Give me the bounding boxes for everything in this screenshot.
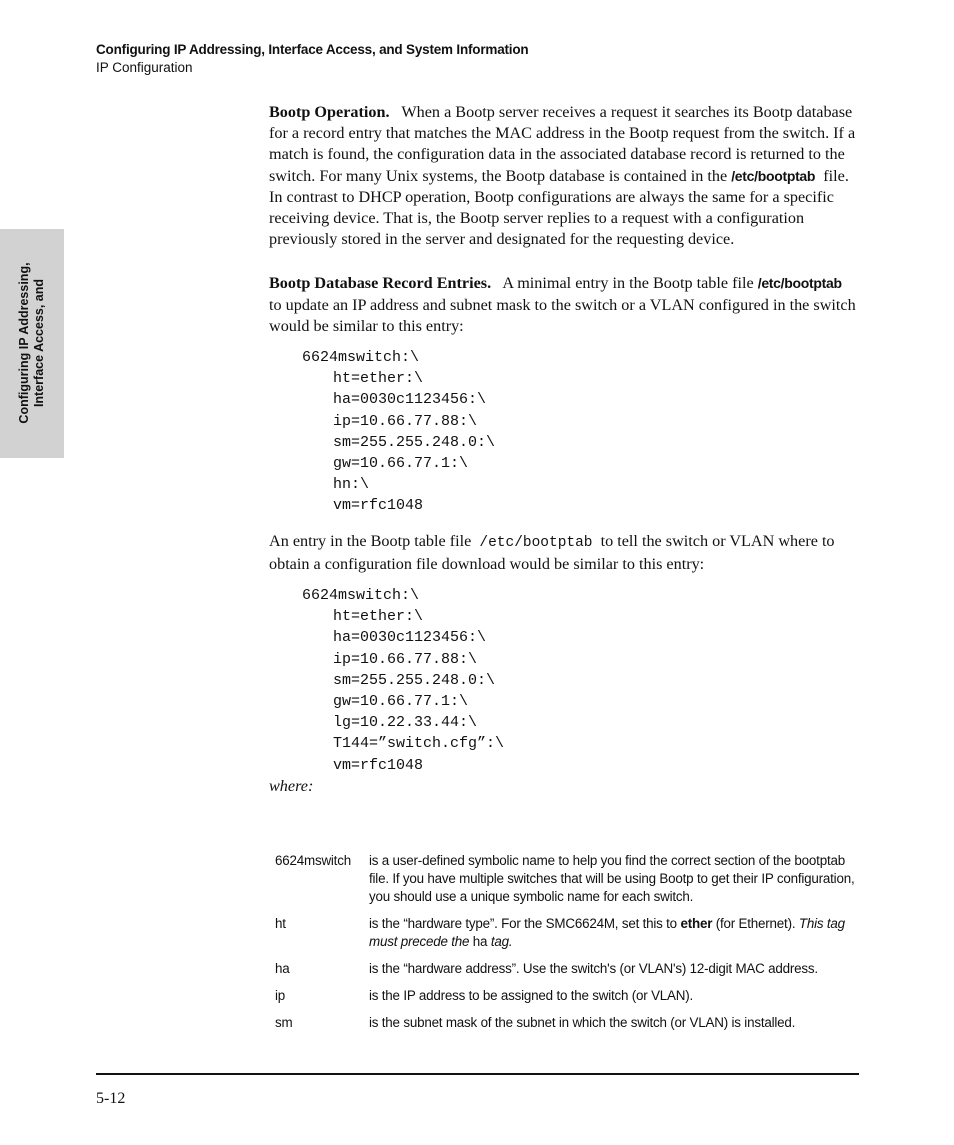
definition-desc: is the subnet mask of the subnet in which the switch (or VLAN) is installed. — [369, 1015, 796, 1030]
page-number: 5-12 — [96, 1090, 126, 1107]
chapter-title: Configuring IP Addressing, Interface Access, and System Information — [96, 42, 529, 57]
definition-desc: is the “hardware address”. Use the switch's (or VLAN's) 12-digit MAC address. — [369, 961, 818, 976]
code-line: gw=10.66.77.1:\ — [333, 693, 469, 711]
definition-term: 6624mswitch — [275, 853, 351, 868]
definition-term: ha — [275, 961, 290, 976]
paragraph-text: When a Bootp server receives a request it searches its Bootp database for a record entry that matches the MAC address in the Bootp request from the switch. If a match is found, the configuration data in the associated database record is returned to the switch. For many Unix systems, the Bootp database is contained in the — [269, 103, 856, 185]
bootp-record-entries-heading: Bootp Database Record Entries. — [269, 274, 492, 293]
side-tab-line-1: Configuring IP Addressing, — [17, 262, 31, 424]
desc-italic: tag. — [490, 934, 513, 949]
bootptab-path: /etc/bootptab — [731, 167, 816, 184]
code-line: gw=10.66.77.1:\ — [333, 455, 469, 473]
paragraph-text: to tell the switch or VLAN where to obtain a configuration file download would be similar to this entry: — [269, 531, 835, 573]
definition-row — [275, 987, 860, 1005]
bootptab-path-mono: /etc/bootptab — [479, 534, 593, 551]
code-example-1 — [269, 347, 861, 517]
paragraph-text: A minimal entry in the Bootp table file — [502, 274, 754, 293]
code-line: 6624mswitch:\ — [302, 587, 420, 605]
definition-table — [275, 852, 860, 1041]
bootp-operation-heading: Bootp Operation. — [269, 103, 390, 121]
code-line: ha=0030c1123456:\ — [333, 629, 487, 647]
paragraph-text: file. In contrast to DHCP operation, Bootp configurations are always the same for a specific receiving device. That is, the Bootp server replies to a request with a configuration previously stored in the server and designated for the requesting device. — [269, 166, 849, 249]
code-example-2 — [269, 585, 861, 776]
code-line: T144=”switch.cfg”:\ — [333, 735, 505, 753]
code-line: ha=0030c1123456:\ — [333, 391, 487, 409]
definition-desc: is a user-defined symbolic name to help you find the correct section of the bootptab file. If you have multiple switches that will be using Bootp to get their IP configuration, you should use a unique symbolic name for each switch. — [369, 853, 855, 904]
code-line: hn:\ — [333, 476, 370, 494]
definition-row — [275, 915, 860, 951]
desc-bold: ether — [680, 916, 713, 931]
desc-text: is the “hardware type”. For the SMC6624M, set this to — [369, 916, 677, 931]
bootp-record-entries-paragraph — [269, 273, 861, 337]
code-line: 6624mswitch:\ — [302, 349, 420, 367]
definition-term: ip — [275, 988, 286, 1003]
desc-italic: This tag must precede the — [369, 916, 845, 949]
code-line: sm=255.255.248.0:\ — [333, 671, 496, 689]
side-tab-label — [17, 262, 47, 423]
bootptab-path: /etc/bootptab — [757, 275, 842, 292]
code-line: sm=255.255.248.0:\ — [333, 433, 496, 451]
definition-term: sm — [275, 1015, 293, 1030]
footer-rule — [96, 1073, 859, 1075]
definition-term: ht — [275, 916, 286, 931]
paragraph-text: An entry in the Bootp table file — [269, 531, 472, 550]
where-label: where: — [269, 776, 314, 795]
code-line: ip=10.66.77.88:\ — [333, 650, 478, 668]
code-line: lg=10.22.33.44:\ — [333, 714, 478, 732]
definition-row — [275, 1014, 860, 1032]
chapter-side-tab — [0, 229, 64, 458]
code-line: ht=ether:\ — [333, 370, 424, 388]
config-file-entry-paragraph — [269, 531, 861, 575]
desc-text: ha — [472, 934, 488, 949]
bootp-operation-paragraph — [269, 102, 861, 250]
code-line: vm=rfc1048 — [333, 756, 424, 774]
side-tab-line-2: Interface Access, and — [32, 278, 46, 408]
section-title: IP Configuration — [96, 60, 193, 75]
definition-desc — [369, 915, 860, 951]
code-line: ht=ether:\ — [333, 608, 424, 626]
definition-row — [275, 852, 860, 906]
definition-desc: is the IP address to be assigned to the switch (or VLAN). — [369, 988, 694, 1003]
running-header — [96, 41, 528, 77]
paragraph-text: to update an IP address and subnet mask to the switch or a VLAN configured in the switch would be similar to this entry: — [269, 295, 856, 335]
definition-row — [275, 960, 860, 978]
main-content — [269, 102, 861, 797]
code-line: vm=rfc1048 — [333, 497, 424, 515]
desc-text: (for Ethernet). — [715, 916, 796, 931]
code-line: ip=10.66.77.88:\ — [333, 412, 478, 430]
